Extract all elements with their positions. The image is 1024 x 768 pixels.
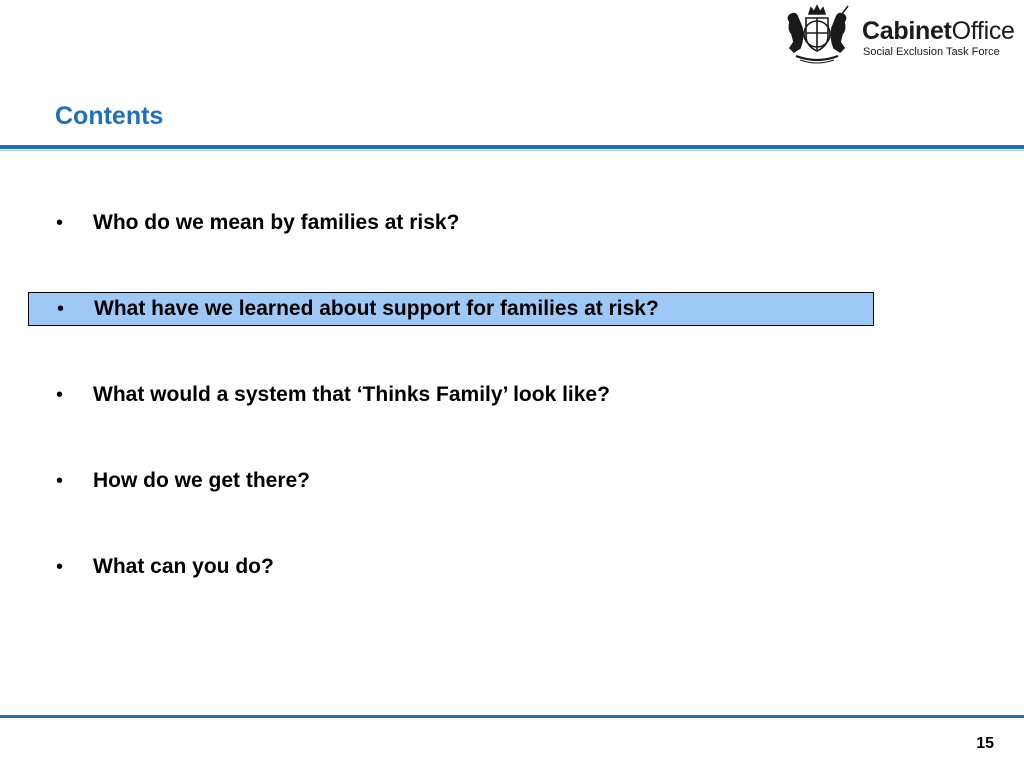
bullet-icon: • (57, 297, 65, 320)
bullet-icon: • (56, 383, 64, 406)
slide-title: Contents (55, 102, 164, 130)
list-item-text: How do we get there? (93, 469, 311, 492)
brand-regular: Office (951, 17, 1015, 45)
bullet-icon: • (56, 211, 64, 234)
brand-subtitle: Social Exclusion Task Force (863, 46, 1000, 58)
brand-bold: Cabinet (862, 17, 952, 45)
list-item-text: What have we learned about support for families at risk? (94, 297, 659, 320)
list-item-text: What would a system that ‘Thinks Family’ look like? (93, 383, 610, 406)
list-item (56, 550, 274, 584)
list-item (56, 378, 610, 412)
list-item-highlighted (28, 292, 874, 326)
footer-divider (0, 715, 1024, 718)
list-item (56, 206, 459, 240)
page-number: 15 (976, 735, 994, 752)
list-item-text: Who do we mean by families at risk? (93, 211, 460, 234)
list-item-text: What can you do? (93, 555, 274, 578)
bullet-icon: • (56, 555, 64, 578)
bullet-icon: • (56, 469, 64, 492)
list-item (56, 464, 310, 498)
